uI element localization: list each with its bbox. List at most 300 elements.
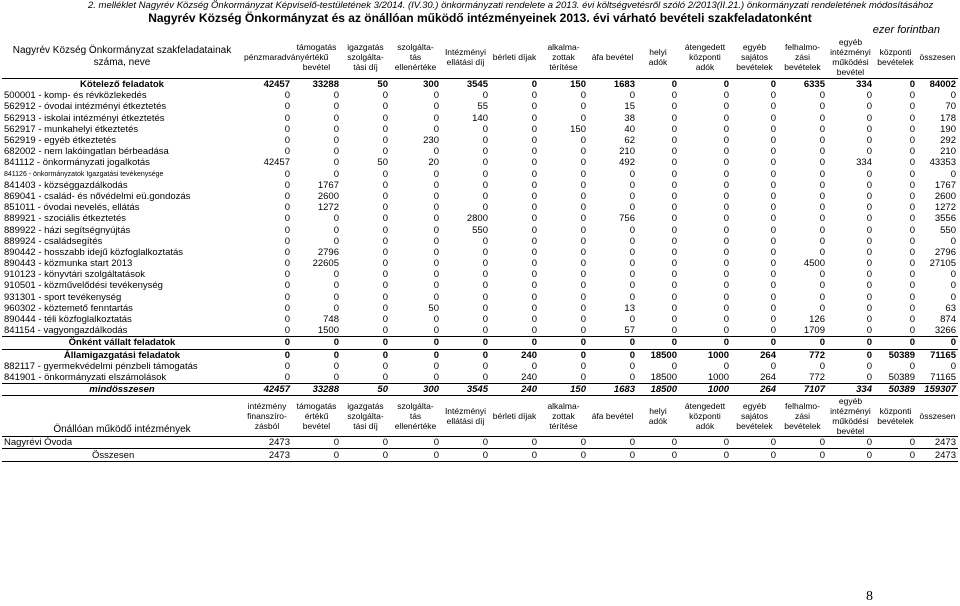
value-cell: 0 xyxy=(333,371,339,383)
value-cell: 0 xyxy=(333,360,339,372)
value-cell: 0 xyxy=(770,302,776,314)
table-row xyxy=(2,314,958,325)
value-cell: 772 xyxy=(778,349,827,361)
column-header: egyéb intézményi működési bevétel xyxy=(830,36,871,77)
value-cell: 0 xyxy=(284,190,290,202)
row-label: 931301 - sport tevékenység xyxy=(4,291,122,303)
value-cell: 50 xyxy=(341,384,390,396)
value-cell: 43353 xyxy=(929,157,956,169)
value-cell: 0 xyxy=(531,123,537,135)
value-cell: 0 xyxy=(490,337,539,349)
table-row xyxy=(2,349,958,361)
value-cell: 0 xyxy=(531,112,537,124)
row-label: Kötelező feladatok xyxy=(2,79,242,91)
column-header: bérleti díjak xyxy=(492,51,537,62)
value-cell: 2473 xyxy=(242,449,292,461)
value-cell: 0 xyxy=(866,90,872,102)
value-cell: 0 xyxy=(819,101,825,113)
value-cell: 0 xyxy=(433,325,439,337)
value-cell: 0 xyxy=(950,280,956,292)
table-row xyxy=(2,202,958,213)
value-cell: 0 xyxy=(731,449,778,461)
value-cell: 0 xyxy=(671,325,677,337)
table-row xyxy=(2,337,958,349)
value-cell: 0 xyxy=(819,213,825,225)
value-cell: 0 xyxy=(531,235,537,247)
value-cell: 0 xyxy=(531,168,537,180)
value-cell: 0 xyxy=(539,349,588,361)
value-cell: 0 xyxy=(580,90,586,102)
table-row xyxy=(2,169,958,180)
value-cell: 0 xyxy=(284,101,290,113)
value-cell: 0 xyxy=(770,269,776,281)
value-cell: 874 xyxy=(940,314,956,326)
value-cell: 0 xyxy=(723,224,729,236)
row-label: Önként vállalt feladatok xyxy=(2,337,242,349)
value-cell: 0 xyxy=(909,269,915,281)
value-cell: 0 xyxy=(629,280,635,292)
value-cell: 0 xyxy=(382,224,388,236)
value-cell: 0 xyxy=(909,360,915,372)
value-cell: 0 xyxy=(531,190,537,202)
value-cell: 0 xyxy=(580,112,586,124)
value-cell: 0 xyxy=(333,168,339,180)
column-header: helyi adók xyxy=(648,46,668,67)
decree-reference: 2. melléklet Nagyrév Község Önkormányzat Képviselő-testületének 3/2014. (IV.30.) önkormányzati rendelete a 2013. évi költségvetésről szóló 2/2013(II.21.) önkormányzati rendeletének módosításához xyxy=(88,0,934,11)
table-row xyxy=(2,157,958,168)
table-row xyxy=(2,437,958,449)
value-cell: 0 xyxy=(482,314,488,326)
value-cell: 1000 xyxy=(679,384,731,396)
value-cell: 0 xyxy=(671,90,677,102)
value-cell: 0 xyxy=(490,437,539,449)
value-cell: 0 xyxy=(433,258,439,270)
value-cell: 0 xyxy=(580,190,586,202)
table-row xyxy=(2,180,958,191)
value-cell: 0 xyxy=(284,213,290,225)
value-cell: 33288 xyxy=(292,384,341,396)
value-cell: 1000 xyxy=(707,371,729,383)
value-cell: 0 xyxy=(580,258,586,270)
value-cell: 0 xyxy=(819,202,825,214)
value-cell: 0 xyxy=(723,291,729,303)
value-cell: 0 xyxy=(433,235,439,247)
value-cell: 0 xyxy=(482,360,488,372)
value-cell: 0 xyxy=(770,146,776,158)
value-cell: 0 xyxy=(819,291,825,303)
column-header: áfa bevétel xyxy=(591,51,634,62)
value-cell: 264 xyxy=(731,384,778,396)
value-cell: 0 xyxy=(723,168,729,180)
row-label: 841403 - községgazdálkodás xyxy=(4,179,128,191)
value-cell: 0 xyxy=(482,325,488,337)
value-cell: 0 xyxy=(333,146,339,158)
revenue-table xyxy=(2,35,958,462)
value-cell: 0 xyxy=(819,157,825,169)
column-header: átengedett központi adók xyxy=(684,41,726,72)
value-cell: 0 xyxy=(382,302,388,314)
header-name-cell: Nagyrév Község Önkormányzat szakfeladatainak száma, neve xyxy=(12,44,232,68)
row-label: 889921 - szociális étkeztetés xyxy=(4,213,126,225)
column-header: Intézményi ellátási díj xyxy=(444,406,487,427)
value-cell: 264 xyxy=(731,349,778,361)
value-cell: 0 xyxy=(284,371,290,383)
value-cell: 0 xyxy=(819,146,825,158)
value-cell: 0 xyxy=(770,213,776,225)
value-cell: 0 xyxy=(671,168,677,180)
value-cell: 0 xyxy=(242,349,292,361)
value-cell: 0 xyxy=(950,360,956,372)
value-cell: 0 xyxy=(909,146,915,158)
value-cell: 71165 xyxy=(930,371,956,383)
value-cell: 0 xyxy=(433,146,439,158)
value-cell: 0 xyxy=(382,213,388,225)
value-cell: 0 xyxy=(637,79,679,91)
value-cell: 0 xyxy=(723,314,729,326)
value-cell: 0 xyxy=(482,258,488,270)
value-cell: 84002 xyxy=(917,79,958,91)
value-cell: 0 xyxy=(671,280,677,292)
value-cell: 2796 xyxy=(317,246,339,258)
value-cell: 300 xyxy=(390,384,441,396)
value-cell: 0 xyxy=(909,135,915,147)
value-cell: 0 xyxy=(382,314,388,326)
row-label: 889922 - házi segítségnyújtás xyxy=(4,224,131,236)
value-cell: 18500 xyxy=(637,384,679,396)
value-cell: 0 xyxy=(671,291,677,303)
value-cell: 0 xyxy=(382,291,388,303)
value-cell: 0 xyxy=(580,213,586,225)
value-cell: 0 xyxy=(333,224,339,236)
value-cell: 0 xyxy=(333,101,339,113)
column-header: összesen xyxy=(919,51,956,62)
row-label: 562912 - óvodai intézményi étkeztetés xyxy=(4,101,167,113)
value-cell: 0 xyxy=(723,157,729,169)
value-cell: 70 xyxy=(945,101,956,113)
value-cell: 0 xyxy=(490,449,539,461)
value-cell: 772 xyxy=(809,371,825,383)
column-header: összesen xyxy=(919,411,956,422)
value-cell: 0 xyxy=(637,337,679,349)
value-cell: 0 xyxy=(284,202,290,214)
value-cell: 2600 xyxy=(317,190,339,202)
value-cell: 0 xyxy=(539,437,588,449)
value-cell: 0 xyxy=(909,325,915,337)
value-cell: 0 xyxy=(679,449,731,461)
value-cell: 0 xyxy=(671,112,677,124)
value-cell: 0 xyxy=(433,179,439,191)
value-cell: 0 xyxy=(341,437,390,449)
row-label: 841112 - önkormányzati jogalkotás xyxy=(4,157,150,169)
value-cell: 0 xyxy=(723,235,729,247)
value-cell: 0 xyxy=(866,179,872,191)
value-cell: 0 xyxy=(827,337,874,349)
value-cell: 0 xyxy=(819,224,825,236)
value-cell: 0 xyxy=(284,123,290,135)
value-cell: 0 xyxy=(723,280,729,292)
value-cell: 0 xyxy=(819,90,825,102)
value-cell: 0 xyxy=(242,337,292,349)
value-cell: 0 xyxy=(819,123,825,135)
value-cell: 0 xyxy=(580,371,586,383)
value-cell: 0 xyxy=(723,179,729,191)
row-label: 841154 - vagyongazdálkodás xyxy=(4,325,128,337)
table-row xyxy=(2,258,958,269)
value-cell: 0 xyxy=(827,437,874,449)
value-cell: 292 xyxy=(940,135,956,147)
value-cell: 0 xyxy=(284,269,290,281)
value-cell: 50 xyxy=(377,157,388,169)
value-cell: 0 xyxy=(819,168,825,180)
value-cell: 0 xyxy=(441,449,490,461)
value-cell: 0 xyxy=(333,123,339,135)
value-cell: 0 xyxy=(874,449,917,461)
value-cell: 50 xyxy=(341,79,390,91)
value-cell: 50389 xyxy=(888,371,915,383)
value-cell: 0 xyxy=(819,280,825,292)
value-cell: 0 xyxy=(866,202,872,214)
value-cell: 0 xyxy=(382,280,388,292)
value-cell: 0 xyxy=(382,269,388,281)
value-cell: 0 xyxy=(531,179,537,191)
value-cell: 0 xyxy=(580,179,586,191)
value-cell: 0 xyxy=(341,349,390,361)
value-cell: 0 xyxy=(723,246,729,258)
value-cell: 0 xyxy=(723,360,729,372)
value-cell: 0 xyxy=(866,280,872,292)
value-cell: 0 xyxy=(433,371,439,383)
value-cell: 7107 xyxy=(778,384,827,396)
table-row xyxy=(2,113,958,124)
value-cell: 0 xyxy=(333,280,339,292)
table-row xyxy=(2,303,958,314)
value-cell: 0 xyxy=(284,258,290,270)
column-header: felhalmo-zási bevételek xyxy=(784,41,821,72)
table-row xyxy=(2,372,958,384)
value-cell: 0 xyxy=(819,360,825,372)
value-cell: 0 xyxy=(950,168,956,180)
value-cell: 0 xyxy=(284,90,290,102)
value-cell: 3266 xyxy=(934,325,956,337)
value-cell: 0 xyxy=(909,101,915,113)
value-cell: 0 xyxy=(433,269,439,281)
value-cell: 18500 xyxy=(650,371,677,383)
value-cell: 0 xyxy=(637,437,679,449)
value-cell: 0 xyxy=(909,179,915,191)
value-cell: 334 xyxy=(827,79,874,91)
value-cell: 0 xyxy=(950,235,956,247)
value-cell: 0 xyxy=(433,202,439,214)
value-cell: 2473 xyxy=(917,437,958,449)
value-cell: 0 xyxy=(723,90,729,102)
value-cell: 1683 xyxy=(588,79,637,91)
column-header: központi bevételek xyxy=(877,46,914,67)
value-cell: 0 xyxy=(333,157,339,169)
value-cell: 0 xyxy=(723,101,729,113)
value-cell: 20 xyxy=(428,157,439,169)
value-cell: 0 xyxy=(433,123,439,135)
value-cell: 748 xyxy=(323,314,339,326)
value-cell: 0 xyxy=(531,258,537,270)
value-cell: 0 xyxy=(770,90,776,102)
value-cell: 0 xyxy=(382,123,388,135)
value-cell: 150 xyxy=(539,79,588,91)
value-cell: 0 xyxy=(629,269,635,281)
value-cell: 0 xyxy=(531,269,537,281)
value-cell: 0 xyxy=(866,258,872,270)
value-cell: 0 xyxy=(723,302,729,314)
value-cell: 0 xyxy=(580,146,586,158)
value-cell: 0 xyxy=(333,269,339,281)
value-cell: 0 xyxy=(482,291,488,303)
row-label: 889924 - családsegítés xyxy=(4,235,103,247)
column-header: egyéb intézményi működési bevétel xyxy=(830,396,871,437)
value-cell: 0 xyxy=(671,190,677,202)
column-header: bérleti díjak xyxy=(492,411,537,422)
value-cell: 0 xyxy=(580,235,586,247)
value-cell: 334 xyxy=(856,157,872,169)
value-cell: 0 xyxy=(909,213,915,225)
value-cell: 0 xyxy=(679,79,731,91)
value-cell: 756 xyxy=(619,213,635,225)
value-cell: 0 xyxy=(909,302,915,314)
page-title: Nagyrév Község Önkormányzat és az önállóan működő intézményeinek 2013. évi várható bevételi szakfeladatonként xyxy=(148,11,812,25)
value-cell: 0 xyxy=(580,202,586,214)
value-cell: 0 xyxy=(580,314,586,326)
unit-label: ezer forintban xyxy=(872,24,940,36)
row-label: 562917 - munkahelyi étkeztetés xyxy=(4,123,139,135)
value-cell: 0 xyxy=(433,90,439,102)
value-cell: 0 xyxy=(284,360,290,372)
value-cell: 0 xyxy=(723,190,729,202)
value-cell: 0 xyxy=(382,135,388,147)
value-cell: 0 xyxy=(909,202,915,214)
value-cell: 3556 xyxy=(934,213,956,225)
value-cell: 63 xyxy=(945,302,956,314)
value-cell: 0 xyxy=(382,101,388,113)
value-cell: 0 xyxy=(671,360,677,372)
table-row xyxy=(2,236,958,247)
value-cell: 0 xyxy=(671,246,677,258)
value-cell: 0 xyxy=(866,168,872,180)
value-cell: 0 xyxy=(382,325,388,337)
value-cell: 3545 xyxy=(441,79,490,91)
value-cell: 0 xyxy=(382,90,388,102)
value-cell: 0 xyxy=(292,437,341,449)
row-label: 682002 - nem lakóingatlan bérbeadása xyxy=(4,146,169,158)
value-cell: 0 xyxy=(341,449,390,461)
value-cell: 0 xyxy=(629,202,635,214)
column-header: pénzmaradvány xyxy=(244,51,305,62)
row-label: 869041 - család- és nővédelmi eü.gondozás xyxy=(4,190,191,202)
value-cell: 0 xyxy=(382,112,388,124)
value-cell: 0 xyxy=(539,449,588,461)
value-cell: 15 xyxy=(624,101,635,113)
value-cell: 50389 xyxy=(874,384,917,396)
value-cell: 0 xyxy=(671,235,677,247)
value-cell: 0 xyxy=(671,314,677,326)
column-header: áfa bevétel xyxy=(591,411,634,422)
table-row xyxy=(2,325,958,337)
value-cell: 140 xyxy=(472,112,488,124)
value-cell: 0 xyxy=(333,291,339,303)
value-cell: 0 xyxy=(482,90,488,102)
column-header: felhalmo-zási bevételek xyxy=(784,401,821,432)
row-label: 841901 - önkormányzati elszámolások xyxy=(4,371,167,383)
value-cell: 0 xyxy=(629,360,635,372)
value-cell: 0 xyxy=(770,190,776,202)
table-row xyxy=(2,79,958,91)
value-cell: 264 xyxy=(760,371,776,383)
value-cell: 0 xyxy=(629,224,635,236)
value-cell: 0 xyxy=(950,291,956,303)
value-cell: 0 xyxy=(482,179,488,191)
value-cell: 13 xyxy=(624,302,635,314)
value-cell: 0 xyxy=(284,224,290,236)
value-cell: 0 xyxy=(382,235,388,247)
value-cell: 0 xyxy=(866,269,872,281)
value-cell: 0 xyxy=(866,235,872,247)
value-cell: 40 xyxy=(624,123,635,135)
value-cell: 0 xyxy=(866,146,872,158)
value-cell: 0 xyxy=(382,371,388,383)
value-cell: 0 xyxy=(909,123,915,135)
value-cell: 0 xyxy=(866,190,872,202)
value-cell: 0 xyxy=(629,258,635,270)
value-cell: 0 xyxy=(909,258,915,270)
value-cell: 0 xyxy=(866,302,872,314)
table-row xyxy=(2,101,958,112)
value-cell: 126 xyxy=(809,314,825,326)
table-row xyxy=(2,361,958,372)
column-header: szolgálta-tás ellenértéke xyxy=(394,401,437,432)
value-cell: 0 xyxy=(723,146,729,158)
value-cell: 0 xyxy=(778,337,827,349)
value-cell: 1500 xyxy=(317,325,339,337)
value-cell: 0 xyxy=(909,112,915,124)
value-cell: 300 xyxy=(390,79,441,91)
value-cell: 0 xyxy=(629,235,635,247)
value-cell: 0 xyxy=(770,202,776,214)
value-cell: 0 xyxy=(333,135,339,147)
value-cell: 0 xyxy=(531,314,537,326)
value-cell: 550 xyxy=(940,224,956,236)
table-row xyxy=(2,384,958,396)
value-cell: 0 xyxy=(629,190,635,202)
value-cell: 2796 xyxy=(934,246,956,258)
value-cell: 0 xyxy=(819,190,825,202)
value-cell: 210 xyxy=(940,146,956,158)
column-header: központi bevételek xyxy=(877,406,914,427)
table-row xyxy=(2,135,958,146)
value-cell: 0 xyxy=(866,213,872,225)
value-cell: 0 xyxy=(482,246,488,258)
value-cell: 0 xyxy=(827,449,874,461)
table-row xyxy=(2,224,958,235)
value-cell: 0 xyxy=(580,302,586,314)
value-cell: 0 xyxy=(490,79,539,91)
value-cell: 0 xyxy=(433,280,439,292)
value-cell: 0 xyxy=(723,269,729,281)
value-cell: 0 xyxy=(580,157,586,169)
value-cell: 0 xyxy=(284,235,290,247)
value-cell: 0 xyxy=(382,190,388,202)
value-cell: 0 xyxy=(629,314,635,326)
value-cell: 0 xyxy=(637,449,679,461)
value-cell: 0 xyxy=(770,112,776,124)
value-cell: 0 xyxy=(679,437,731,449)
value-cell: 0 xyxy=(531,302,537,314)
